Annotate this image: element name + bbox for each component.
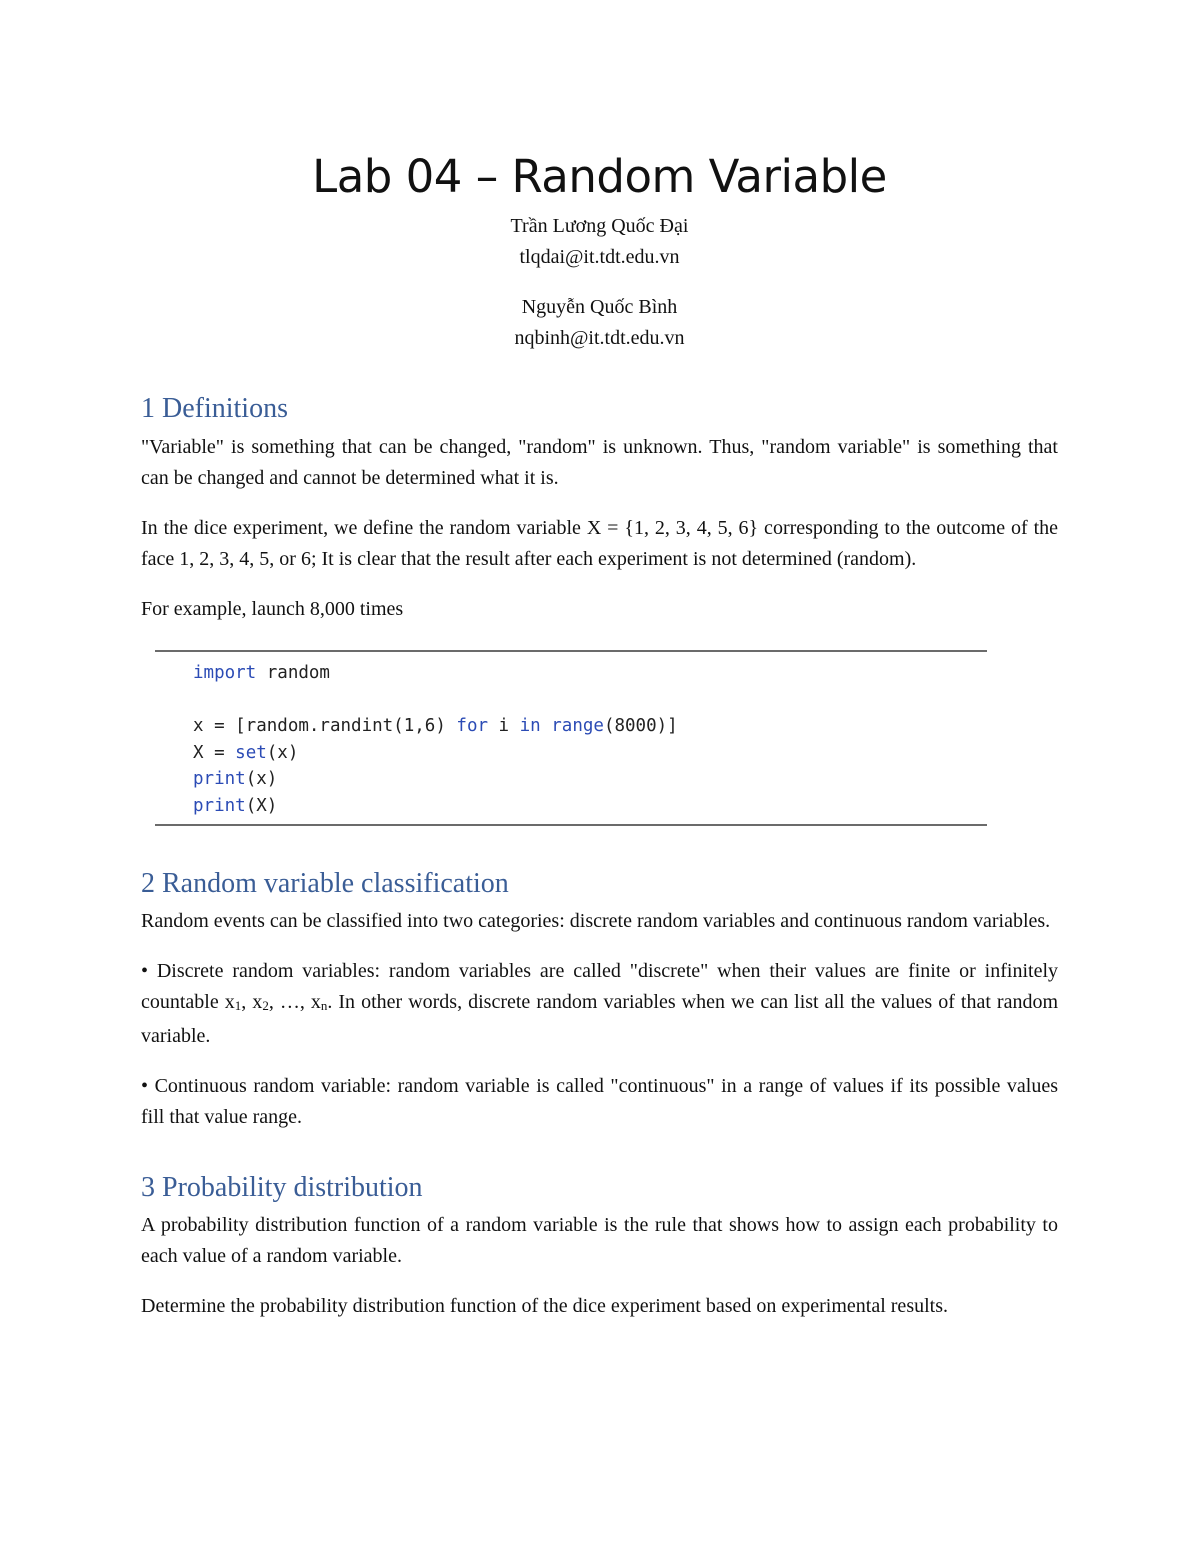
code-keyword: import [193,663,257,683]
math-variable: x [224,991,235,1013]
author-name: Trần Lương Quốc Đại [510,215,689,237]
math-subscript: 2 [262,998,269,1013]
math-subscript: n [320,998,328,1013]
code-text: i [488,716,520,736]
section-heading-probability-distribution: 3 Probability distribution [141,1172,423,1203]
page-content [141,145,1058,1341]
code-block [155,650,987,826]
paragraph: • Continuous random variable: random variable is called "continuous" in a range of values if its possible values fill that value range. [141,1075,1058,1128]
math-separator: , …, [268,991,311,1013]
code-text: (x) [266,742,299,763]
paragraph: Random events can be classified into two categories: discrete random variables and continuous random variables. [141,910,1051,932]
paragraph: "Variable" is something that can be changed, "random" is unknown. Thus, "random variable" is something that can be changed and cannot be determined what it is. [141,436,1058,489]
math-variable: x [252,991,263,1013]
math-variable: x [310,991,321,1013]
author-gap [141,273,1058,292]
code-line [193,793,987,820]
code-builtin: print [193,769,246,789]
paragraph: For example, launch 8,000 times [141,598,404,620]
code-keyword: in [519,716,541,736]
document-title: Lab 04 – Random Variable [312,150,887,203]
paragraph-text: . In other words, discrete random variables when we can list all the values of that random variable. [141,991,1059,1047]
paragraph: In the dice experiment, we define the random variable X = {1, 2, 3, 4, 5, 6} corresponding to the outcome of the face 1, 2, 3, 4, 5, or 6; It is clear that the result after each experiment is not determined (random). [141,517,1058,570]
code-text: x = [random.randint(1,6) [193,716,457,736]
paragraph-text: • Discrete random variables: random variables are called "discrete" when their values are finite or infinitely countable [141,960,1058,1013]
code-text: (x) [245,769,278,789]
code-line [193,740,987,767]
code-text [541,716,552,736]
math-subscript: 1 [234,998,242,1013]
code-text: (X) [245,795,278,816]
code-builtin: range [551,716,604,736]
section-heading-definitions: 1 Definitions [141,393,288,424]
paragraph: A probability distribution function of a random variable is the rule that shows how to assign each probability to each value of a random variable. [141,1214,1058,1267]
author-email: nqbinh@it.tdt.edu.vn [514,327,685,349]
math-separator: , [241,991,253,1013]
code-line [193,713,987,740]
code-builtin: set [235,742,267,763]
section-heading-classification: 2 Random variable classification [141,868,509,899]
code-line [193,660,987,687]
author-block [141,211,1058,354]
paragraph: Determine the probability distribution function of the dice experiment based on experimental results. [141,1295,948,1317]
author-email: tlqdai@it.tdt.edu.vn [519,246,680,268]
paragraph [141,956,1058,1052]
author-name: Nguyễn Quốc Bình [521,296,678,318]
code-text: random [256,663,330,683]
code-line [193,766,987,793]
code-keyword: for [456,716,489,736]
code-builtin: print [193,795,246,816]
code-text: (8000)] [603,716,678,736]
code-text: X = [193,742,236,763]
code-line-blank [193,687,987,714]
